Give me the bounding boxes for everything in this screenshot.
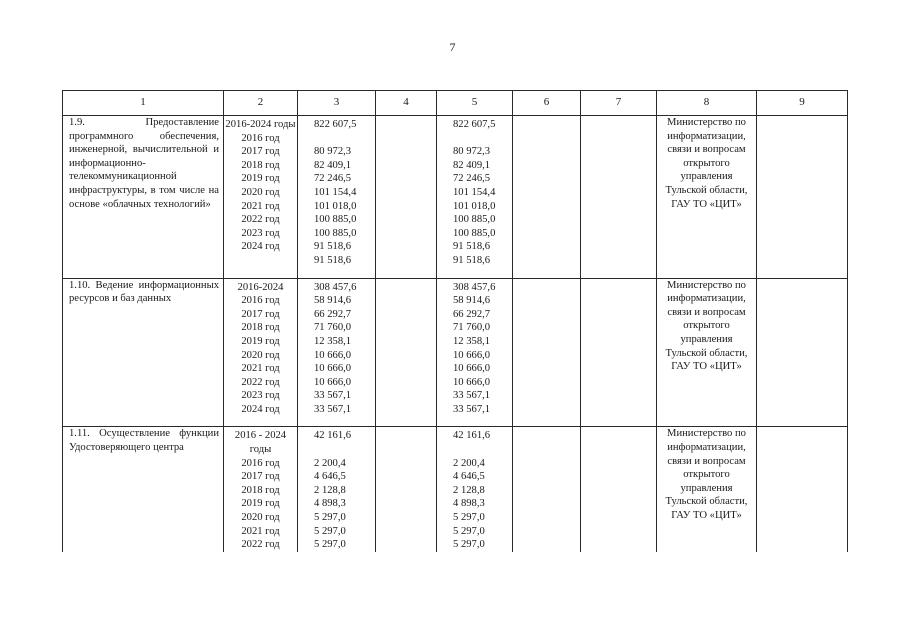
program-table	[62, 90, 848, 552]
cell-line: 72 246,5	[314, 173, 352, 185]
cell-line: 5 297,0	[314, 539, 346, 551]
cell-line: 58 914,6	[453, 295, 491, 307]
measure-name: 1.9. Предоставление программного обеспечения, инженерной, вычислительной и информационно-телекоммуникационной инфраструктуры, в том числе на основе «облачных технологий»	[63, 116, 224, 279]
cell-line: 2022 год	[241, 376, 280, 388]
cell-line: 42 161,6	[314, 430, 352, 442]
column-number-row	[63, 91, 848, 116]
cell-line: 91 518,6	[453, 254, 491, 266]
cell-line: 10 666,0	[453, 349, 491, 361]
cell-line	[314, 132, 375, 146]
column-number: 6	[513, 91, 581, 116]
responsible-executor: Министерство по информатизации, связи и вопросам открытого управления Тульской области, ГАУ ТО «ЦИТ»	[657, 278, 757, 427]
period-cell	[224, 278, 298, 427]
cell-line: 2019 год	[241, 173, 280, 185]
cell-line: 2016 год	[241, 295, 280, 307]
column-number: 2	[224, 91, 298, 116]
cell-line: 2016-2024 годы	[225, 119, 296, 130]
cell-line: 66 292,7	[314, 308, 352, 320]
cell-line: 2020 год	[241, 186, 280, 198]
regional-budget-cell	[437, 278, 513, 427]
cell-line: 2024 год	[241, 403, 280, 415]
cell-line: 5 297,0	[453, 539, 485, 551]
cell-line: 4 646,5	[453, 471, 485, 483]
cell-line: 2018 год	[241, 484, 280, 496]
cell-line: 10 666,0	[314, 376, 352, 388]
cell-line: 10 666,0	[314, 363, 352, 375]
empty-cell	[376, 278, 437, 427]
cell-line: 2019 год	[241, 335, 280, 347]
cell-line: 2 128,8	[453, 484, 485, 496]
column-number: 3	[298, 91, 376, 116]
cell-line: 2016 год	[241, 132, 280, 144]
total-funding-cell	[298, 278, 376, 427]
cell-line: 91 518,6	[453, 241, 491, 253]
cell-line: 10 666,0	[314, 349, 352, 361]
measure-name: 1.10. Ведение информационных ресурсов и баз данных	[63, 278, 224, 427]
table-row	[63, 427, 848, 552]
regional-budget-cell	[437, 427, 513, 552]
cell-line: 2016 - 2024 годы	[234, 430, 287, 456]
cell-line: 101 018,0	[453, 200, 496, 212]
cell-line: 2018 год	[241, 159, 280, 171]
empty-cell	[581, 427, 657, 552]
cell-line: 308 457,6	[314, 281, 357, 293]
cell-line: 12 358,1	[453, 335, 491, 347]
empty-cell	[513, 427, 581, 552]
cell-line: 2022 год	[241, 539, 280, 551]
cell-line	[453, 132, 512, 146]
empty-cell	[513, 116, 581, 279]
cell-line: 2 200,4	[453, 457, 485, 469]
cell-line: 71 760,0	[314, 322, 352, 334]
period-cell	[224, 427, 298, 552]
cell-line: 2024 год	[241, 241, 280, 253]
cell-line: 2 200,4	[314, 457, 346, 469]
cell-line: 2 128,8	[314, 484, 346, 496]
empty-cell	[757, 427, 848, 552]
cell-line: 100 885,0	[453, 227, 496, 239]
regional-budget-cell	[437, 116, 513, 279]
cell-line: 4 646,5	[314, 471, 346, 483]
responsible-executor: Министерство по информатизации, связи и вопросам открытого управления Тульской области, ГАУ ТО «ЦИТ»	[657, 427, 757, 552]
measure-name: 1.11. Осуществление функции Удостоверяющего центра	[63, 427, 224, 552]
responsible-executor: Министерство по информатизации, связи и вопросам открытого управления Тульской области, ГАУ ТО «ЦИТ»	[657, 116, 757, 279]
cell-line: 5 297,0	[314, 512, 346, 524]
cell-line: 10 666,0	[453, 376, 491, 388]
empty-cell	[376, 427, 437, 552]
cell-line	[453, 443, 512, 457]
empty-cell	[376, 116, 437, 279]
empty-cell	[513, 278, 581, 427]
page-number: 7	[449, 40, 456, 54]
cell-line: 91 518,6	[314, 254, 352, 266]
cell-line: 2022 год	[241, 214, 280, 226]
cell-line: 2016 год	[241, 457, 280, 469]
cell-line: 42 161,6	[453, 430, 491, 442]
cell-line: 4 898,3	[314, 498, 346, 510]
cell-line: 5 297,0	[453, 525, 485, 537]
total-funding-cell	[298, 116, 376, 279]
cell-line: 5 297,0	[453, 512, 485, 524]
cell-line: 66 292,7	[453, 308, 491, 320]
cell-line: 33 567,1	[453, 403, 491, 415]
cell-line: 2017 год	[241, 146, 280, 158]
empty-cell	[581, 278, 657, 427]
cell-line: 100 885,0	[314, 227, 357, 239]
cell-line: 2023 год	[241, 227, 280, 239]
cell-line: 2023 год	[241, 390, 280, 402]
column-number: 7	[581, 91, 657, 116]
cell-line: 2019 год	[241, 498, 280, 510]
empty-cell	[757, 116, 848, 279]
cell-line: 308 457,6	[453, 281, 496, 293]
cell-line: 58 914,6	[314, 295, 352, 307]
cell-line: 100 885,0	[453, 214, 496, 226]
column-number: 4	[376, 91, 437, 116]
cell-line: 101 154,4	[314, 186, 357, 198]
cell-line: 101 154,4	[453, 186, 496, 198]
total-funding-cell	[298, 427, 376, 552]
column-number: 8	[657, 91, 757, 116]
cell-line: 10 666,0	[453, 363, 491, 375]
empty-cell	[581, 116, 657, 279]
cell-line: 2016-2024	[237, 281, 284, 293]
cell-line: 2017 год	[241, 308, 280, 320]
cell-line: 91 518,6	[314, 241, 352, 253]
cell-line: 12 358,1	[314, 335, 352, 347]
cell-line: 4 898,3	[453, 498, 485, 510]
period-cell	[224, 116, 298, 279]
cell-line: 80 972,3	[453, 146, 491, 158]
cell-line	[314, 443, 375, 457]
cell-line: 82 409,1	[314, 159, 352, 171]
cell-line: 2021 год	[241, 200, 280, 212]
cell-line: 2021 год	[241, 363, 280, 375]
cell-line: 100 885,0	[314, 214, 357, 226]
cell-line: 2021 год	[241, 525, 280, 537]
cell-line: 822 607,5	[453, 119, 496, 130]
cell-line: 71 760,0	[453, 322, 491, 334]
cell-line: 822 607,5	[314, 119, 357, 130]
cell-line: 2020 год	[241, 512, 280, 524]
cell-line: 33 567,1	[314, 390, 352, 402]
table-row	[63, 278, 848, 427]
cell-line: 5 297,0	[314, 525, 346, 537]
cell-line: 80 972,3	[314, 146, 352, 158]
cell-line: 33 567,1	[453, 390, 491, 402]
column-number: 1	[63, 91, 224, 116]
column-number: 5	[437, 91, 513, 116]
cell-line: 2018 год	[241, 322, 280, 334]
empty-cell	[757, 278, 848, 427]
table-row	[63, 116, 848, 279]
cell-line: 101 018,0	[314, 200, 357, 212]
cell-line: 2020 год	[241, 349, 280, 361]
cell-line: 82 409,1	[453, 159, 491, 171]
cell-line: 72 246,5	[453, 173, 491, 185]
cell-line: 2017 год	[241, 471, 280, 483]
cell-line: 33 567,1	[314, 403, 352, 415]
column-number: 9	[757, 91, 848, 116]
